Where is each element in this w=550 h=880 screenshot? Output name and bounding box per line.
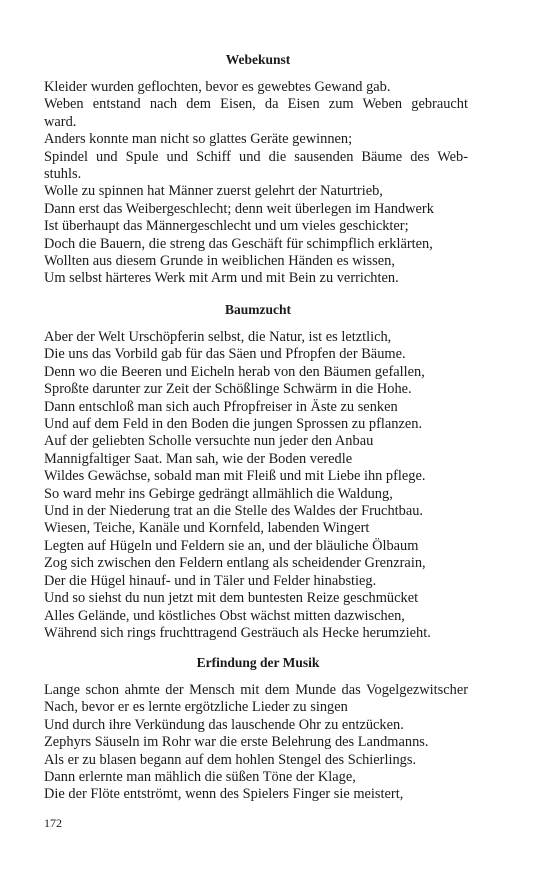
verse-line: Und auf dem Feld in den Boden die jungen Sprossen zu pflanzen.: [44, 416, 423, 433]
page-number: 172: [44, 816, 62, 830]
verse-line: Legten auf Hügeln und Feldern sie an, und der bläuliche Ölbaum: [44, 537, 419, 554]
verse-line: Weben entstand nach dem Eisen, da Eisen zum Weben gebraucht: [44, 96, 468, 113]
verse-line: Dann entschloß man sich auch Pfropfreiser in Äste zu senken: [44, 398, 398, 415]
verse-line: Kleider wurden geflochten, bevor es gewebtes Gewand gab.: [44, 79, 391, 95]
section-title: Erfindung der Musik: [196, 655, 320, 670]
verse-line: Während sich rings fruchttragend Gesträuch als Hecke herumzieht.: [44, 624, 431, 641]
verse-line: Wiesen, Teiche, Kanäle und Kornfeld, labenden Wingert: [44, 520, 370, 537]
verse-block: [44, 682, 468, 804]
verse-line: Und in der Niederung trat an die Stelle des Waldes der Fruchtbau.: [44, 503, 424, 520]
verse-line: Wollten aus diesem Grunde in weiblichen Händen es wissen,: [44, 253, 395, 270]
verse-line: Zog sich zwischen den Feldern entlang als scheidender Grenzrain,: [44, 555, 426, 572]
verse-line: Wildes Gewächse, sobald man mit Fleiß und mit Liebe ihn pflege.: [44, 468, 426, 485]
verse-line: Zephyrs Säuseln im Rohr war die erste Belehrung des Landmanns.: [44, 734, 429, 751]
verse-line: Dann erlernte man mählich die süßen Töne der Klage,: [44, 769, 356, 786]
verse-line: Und so siehst du nun jetzt mit dem buntesten Reize geschmücket: [44, 590, 419, 607]
verse-line: Alles Gelände, und köstliches Obst wächst mitten dazwischen,: [44, 607, 405, 624]
verse-line: Und durch ihre Verkündung das lauschende Ohr zu entzücken.: [44, 716, 404, 733]
verse-line: Aber der Welt Urschöpferin selbst, die Natur, ist es letztlich,: [44, 329, 392, 345]
verse-line: Lange schon ahmte der Mensch mit dem Munde das Vogelgezwitscher: [44, 682, 468, 698]
section-title: Webekunst: [225, 52, 291, 67]
verse-line: Die uns das Vorbild gab für das Säen und Pfropfen der Bäume.: [44, 346, 406, 363]
verse-line: Ist überhaupt das Männergeschlecht und um vieles geschickter;: [44, 218, 409, 235]
book-page: [44, 0, 468, 880]
verse-line: So ward mehr ins Gebirge gedrängt allmählich die Waldung,: [44, 485, 393, 502]
verse-block: [44, 329, 468, 642]
verse-line: Als er zu blasen begann auf dem hohlen Stengel des Schierlings.: [44, 751, 417, 768]
verse-line: ward.: [44, 113, 77, 130]
section-baumzucht: [44, 302, 468, 642]
section-erfindung-der-musik: [44, 655, 468, 804]
verse-line: Spindel und Spule und Schiff und die sausenden Bäume des Web-: [44, 148, 468, 165]
verse-line: Mannigfaltiger Saat. Man sah, wie der Boden veredle: [44, 450, 353, 467]
verse-line: Der die Hügel hinauf- und in Täler und Felder hinabstieg.: [44, 572, 377, 589]
verse-line: Sproßte darunter zur Zeit der Schößlinge Schwärm in die Hohe.: [44, 381, 412, 398]
section-title: Baumzucht: [224, 302, 291, 317]
verse-line: Doch die Bauern, die streng das Geschäft für schimpflich erklärten,: [44, 235, 433, 252]
verse-line: Die der Flöte entströmt, wenn des Spielers Finger sie meistert,: [44, 786, 404, 803]
verse-line: Nach, bevor er es lernte ergötzliche Lieder zu singen: [44, 699, 348, 716]
verse-line: stuhls.: [44, 166, 82, 183]
verse-line: Denn wo die Beeren und Eicheln herab von den Bäumen gefallen,: [44, 363, 425, 380]
section-webekunst: [44, 52, 468, 288]
verse-line: Auf der geliebten Scholle versuchte nun jeder den Anbau: [44, 433, 374, 450]
verse-line: Wolle zu spinnen hat Männer zuerst gelehrt der Naturtrieb,: [44, 183, 383, 200]
verse-line: Anders konnte man nicht so glattes Geräte gewinnen;: [44, 131, 353, 148]
verse-line: Dann erst das Weibergeschlecht; denn weit überlegen im Handwerk: [44, 200, 434, 217]
verse-line: Um selbst härteres Werk mit Arm und mit Bein zu verrichten.: [44, 270, 399, 287]
verse-block: [44, 79, 468, 288]
